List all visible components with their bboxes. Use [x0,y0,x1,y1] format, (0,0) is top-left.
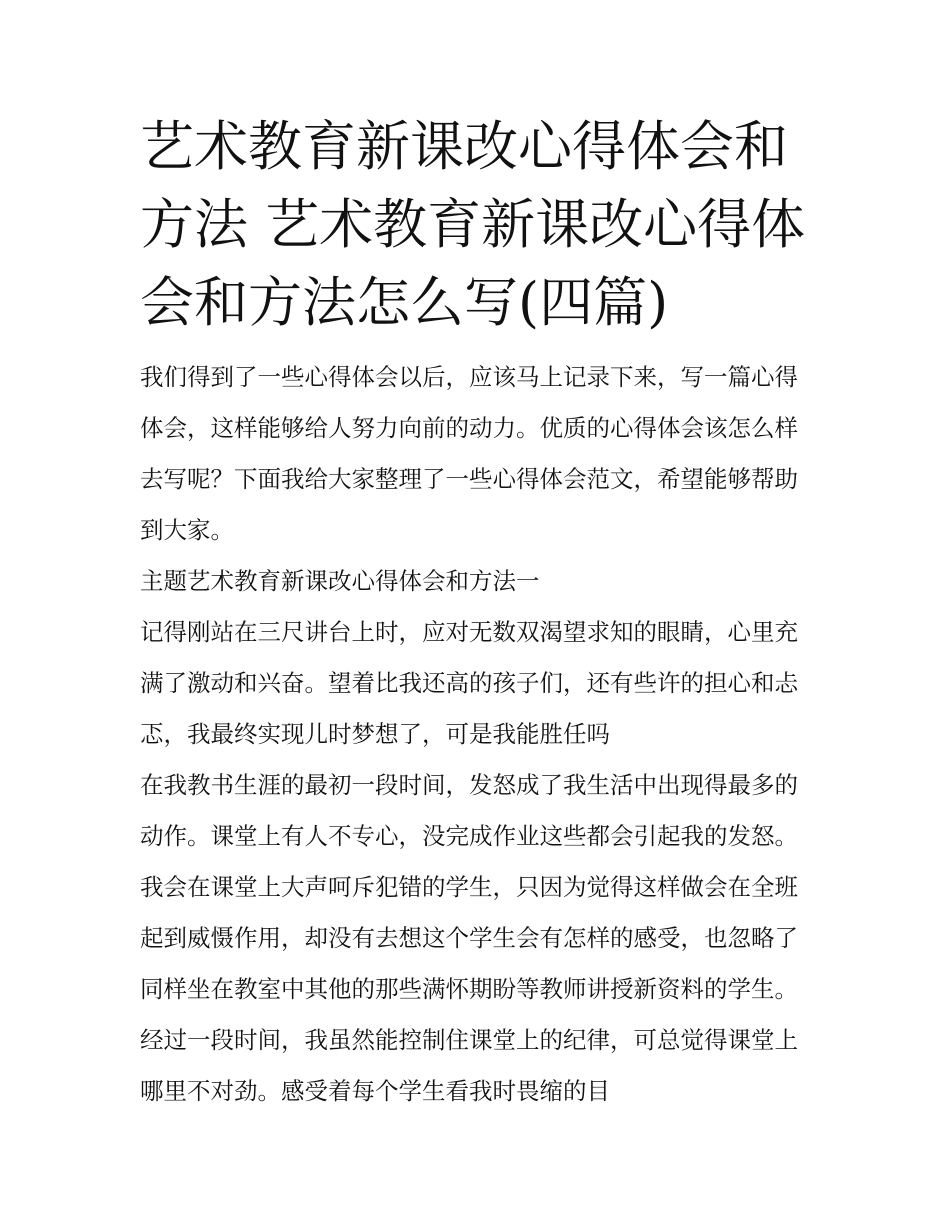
body-paragraph: 在我教书生涯的最初一段时间，发怒成了我生活中出现得最多的动作。课堂上有人不专心，没完成作业这些都会引起我的发怒。我会在课堂上大声呵斥犯错的学生，只因为觉得这样做会在全班起到威慑作用，却没有去想这个学生会有怎样的感受，也忽略了同样坐在教室中其他的那些满怀期盼等教师讲授新资料的学生。经过一段时间，我虽然能控制住课堂上的纪律，可总觉得课堂上哪里不对劲。感受着每个学生看我时畏缩的目 [140,771,798,1105]
intro-paragraph: 我们得到了一些心得体会以后，应该马上记录下来，写一篇心得体会，这样能够给人努力向前的动力。优质的心得体会该怎么样去写呢？下面我给大家整理了一些心得体会范文，希望能够帮助到大家。 [140,363,798,544]
page-title: 艺术教育新课改心得体会和方法 艺术教育新课改心得体会和方法怎么写(四篇) [140,115,806,334]
section-heading: 主题艺术教育新课改心得体会和方法一 [140,567,540,595]
body-paragraph: 记得刚站在三尺讲台上时，应对无数双渴望求知的眼睛，心里充满了激动和兴奋。望着比我还高的孩子们，还有些许的担心和忐忑，我最终实现儿时梦想了，可是我能胜任吗 [140,618,798,748]
